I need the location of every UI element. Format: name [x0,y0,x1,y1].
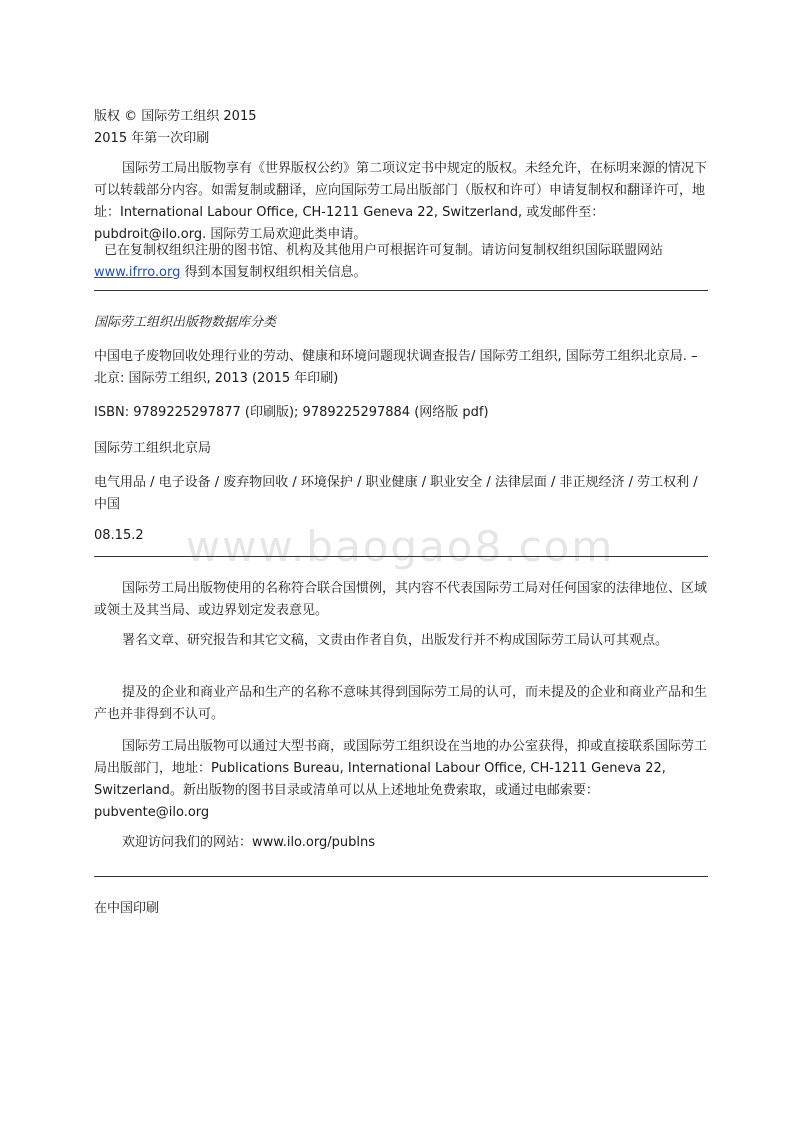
rights-paragraph: 国际劳工局出版物享有《世界版权公约》第二项议定书中规定的版权。未经允许，在标明来源的情况下可以转载部分内容。如需复制或翻译，应向国际劳工局出版部门（版权和许可）申请复制权和翻译许可，地址：International Labour Office, CH-1211 Geneva 22, Switzerland, 或发邮件至：pubdroit@ilo.org. 国际劳工局欢迎此类申请。 [94,161,708,242]
disclaimer-paragraph-3: 提及的企业和商业产品和生产的名称不意味其得到国际劳工局的认可，而未提及的企业和商业产品和生产也并非得到不认可。 [94,685,708,722]
divider-top [94,290,708,291]
catalogue-code: 08.15.2 [94,528,144,543]
isbn-line: ISBN: 9789225297877 (印刷版); 9789225297884 (网络版 pdf) [94,405,489,420]
availability-paragraph: 国际劳工局出版物可以通过大型书商，或国际劳工组织设在当地的办公室获得，抑或直接联系国际劳工局出版部门，地址：Publications Bureau, International Labour Office, CH-1211 Geneva 22, Switzerland。新出版物的图书目录或清单可以从上述地址免费索取，或通过电邮索要：pubvente@ilo.org [94,739,708,820]
ifrro-link[interactable]: www.ifrro.org [94,265,181,280]
keywords-line: 电气用品 / 电子设备 / 废弃物回收 / 环境保护 / 职业健康 / 职业安全 / 法律层面 / 非正规经济 / 劳工权利 / 中国 [94,475,698,512]
reproduction-text-after: 得到本国复制权组织相关信息。 [180,265,367,280]
disclaimer-paragraph-1: 国际劳工局出版物使用的名称符合联合国惯例，其内容不代表国际劳工局对任何国家的法律地位、区域或领土及其当局、或边界划定发表意见。 [94,581,708,618]
reproduction-text-before: 已在复制权组织注册的图书馆、机构及其他用户可根据许可复制。请访问复制权组织国际联盟网站 [104,243,664,258]
printing-line: 2015 年第一次印刷 [94,131,210,146]
divider-bottom [94,876,708,877]
cataloguing-title: 中国电子废物回收处理行业的劳动、健康和环境问题现状调查报告/ 国际劳工组织, 国际劳工组织北京局. – 北京: 国际劳工组织, 2013 (2015 年印刷) [94,349,698,386]
copyright-line: 版权 © 国际劳工组织 2015 [94,109,257,124]
disclaimer-paragraph-2: 署名文章、研究报告和其它文稿，文责由作者自负，出版发行并不构成国际劳工局认可其观点。 [122,633,669,648]
reproduction-paragraph [94,240,708,284]
copyright-block [94,106,708,150]
printed-in-china: 在中国印刷 [94,901,160,916]
office-line: 国际劳工组织北京局 [94,441,212,456]
watermark: www.baogao8.com [185,522,615,571]
divider-middle [94,556,708,557]
cataloguing-heading: 国际劳工组织出版物数据库分类 [94,315,277,330]
website-line: 欢迎访问我们的网站：www.ilo.org/publns [122,835,375,850]
